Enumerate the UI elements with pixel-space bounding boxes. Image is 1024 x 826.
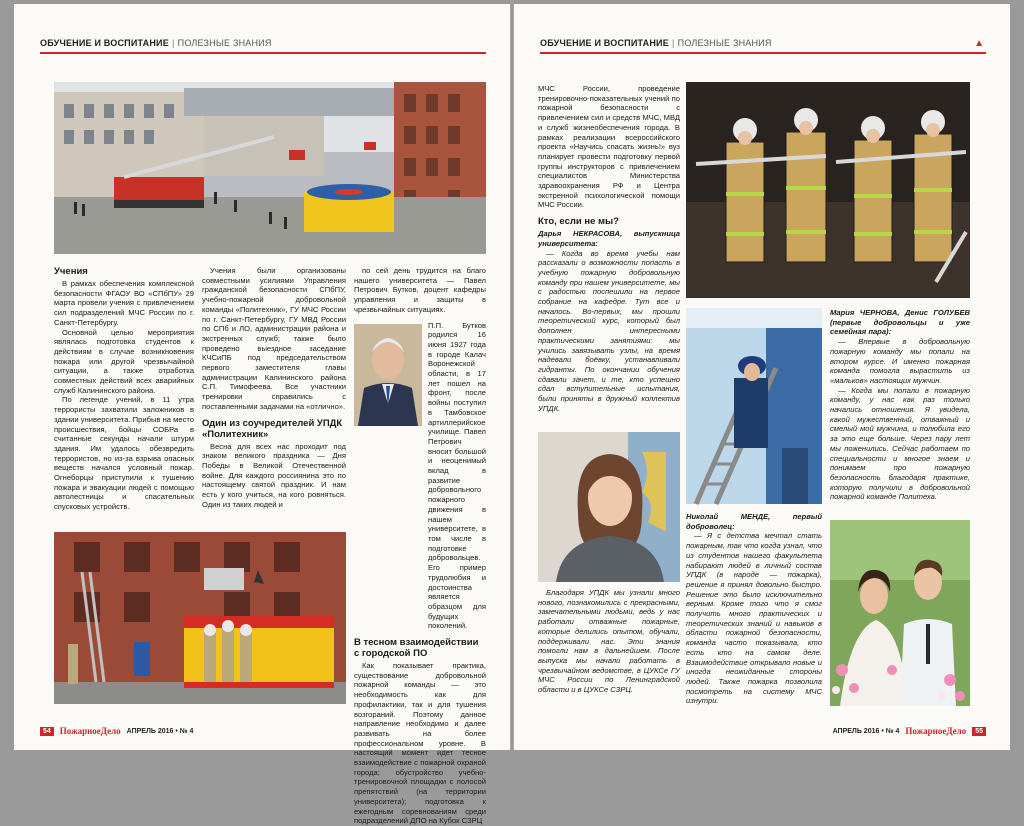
left-col-3 <box>354 266 486 826</box>
author-line: Мария ЧЕРНОВА, Денис ГОЛУБЕВ (первые добровольцы и уже семейная пара): <box>830 308 970 337</box>
header-separator: | <box>671 38 675 48</box>
paragraph: П.П. Бутков родился 16 июня 1927 года в городе Калач Воронежской области, в 17 лет пошел на фронт, после войны поступил в Тамбовское артиллерийское училище. Павел Петрович вносит большой и неоценимый вклад в развитие добровольного пожарного движения в нашем университете, в том числе в подготовке добровольцев. Его пример трудолюбия и достоинства является образцом для будущих поколений. <box>428 320 486 631</box>
paragraph: Благодаря УПДК мы узнали много нового, познакомились с прекрасными, замечательными людьми, ведь у нас работали отважные пожарные, которые делились опытом, обучали, поддерживали нас. Эти знания помогли нам в дальнейшем. После выпуска мы начали работать в чрезвычайном ведомстве, в ЦУКСе ГУ МЧС России по Ленинградской области и в ЦУКСе СЗРЦ. <box>538 588 680 695</box>
heading-who-if-not-us: Кто, если не мы? <box>538 216 619 228</box>
page-number: 55 <box>972 727 986 736</box>
page-number: 54 <box>40 727 54 736</box>
wedding-couple-image <box>830 520 970 706</box>
firefighters-group-photo <box>686 82 970 298</box>
drill-courtyard-image <box>54 82 486 254</box>
paragraph: МЧС России, проведение тренировочно-показательных учений по пожарной безопасности с привлечением сил и средств МЧС, МВД и служб жизнеобеспечения города. В рамках реализации всероссийского проекта «Научись спасать жизнь!» вуз планирует провести подготовку первой группы инструкторов с привлечением специалистов Министерства здравоохранения РФ и Центра экстренной психологической помощи МЧС России. <box>538 84 680 210</box>
author-line: Николай МЕНДЕ, первый доброволец: <box>686 512 822 531</box>
right-page <box>514 4 1010 750</box>
right-col-1 <box>538 84 680 414</box>
author-line: Дарья НЕКРАСОВА, выпускница университета: <box>538 229 680 248</box>
right-col-1-lower <box>538 588 680 695</box>
magazine-logo: ПожарноеДело <box>905 726 967 736</box>
subsection-title: ПОЛЕЗНЫЕ ЗНАНИЯ <box>177 38 272 48</box>
issue-label: АПРЕЛЬ 2016 • № 4 <box>832 727 900 735</box>
heading-cofounder: Один из соучредителей УПДК «Политехник» <box>202 417 343 440</box>
quote: — Впервые в добровольную пожарную команду мы попали на втором курсе. И именно пожарная команда помогла вырастить из «мальков» настоящих мужчин. <box>830 337 970 385</box>
header-rule <box>540 52 986 54</box>
left-footer <box>40 726 193 736</box>
left-col-1 <box>54 266 194 512</box>
header-rule <box>40 52 486 54</box>
magazine-logo: ПожарноеДело <box>59 726 121 736</box>
rescue-cushion-photo <box>54 532 346 704</box>
paragraph: Учения были организованы совместными усилиями Управления гражданской безопасности СПбПУ, учебно-пожарной добровольной команды «Политехник», ГУ МЧС России по г. Санкт-Петербургу, ГУ МВД России по СПб и ЛО, администрации района и экстренных служб; также было проведено выездное заседание КЧСиПБ под председательством первого заместителя главы администрации Калининского района С.П. Тимофеева. Все участники тренировки справились с поставленными задачами на «отлично». <box>202 266 346 411</box>
quote: — Когда мы попали в пожарную команду, у нас как раз только начались отношения. Я увидела, какой мужественный, отважный и смелый мой мужчина, и полюбила его за это еще больше. Через пару лет мы поженились. Сейчас работаем по специальности и многое знаем и понимаем про пожарную безопасность благодаря практике, которую получили в добровольной пожарной команде Политеха. <box>830 385 970 502</box>
nekrasova-portrait-image <box>538 432 680 582</box>
firefighters-group-image <box>686 82 970 298</box>
drill-courtyard-photo <box>54 82 486 254</box>
left-page <box>14 4 510 826</box>
right-col-3 <box>830 308 970 502</box>
section-title: ОБУЧЕНИЕ И ВОСПИТАНИЕ <box>40 38 169 48</box>
nekrasova-portrait-photo <box>538 432 680 582</box>
right-footer <box>833 726 986 736</box>
issue-label: АПРЕЛЬ 2016 • № 4 <box>126 727 194 735</box>
left-col-2 <box>202 266 346 509</box>
paragraph: В рамках обеспечения комплексной безопасности ФГАОУ ВО «СПбПУ» 29 марта провели учения с привлечением сил подразделений МЧС России по г. Санкт-Петербургу. <box>54 279 194 327</box>
paragraph: по сей день трудится на благо нашего университета — Павел Петрович Бутков, доцент кафедры управления и защиты в чрезвычайных ситуациях. <box>354 266 486 314</box>
heading-interaction: В тесном взаимодействии с городской ПО <box>354 637 479 660</box>
paragraph: По легенде учений, в 11 утра террористы захватили заложников в здании университета. Прибыв на место происшествия, бойцы СОБРа в считанные секунды начали штурм здания. Им удалось обезвредить террористов, но из-за взрыва опасных веществ начался условный пожар. Огнеборцы приступили к тушению пожара и эвакуации людей с помощью автолестницы и спасательных спусковых устройств. <box>54 395 194 512</box>
section-title: ОБУЧЕНИЕ И ВОСПИТАНИЕ <box>540 38 669 48</box>
ladder-rescue-photo <box>686 308 822 504</box>
right-col-2 <box>686 512 822 706</box>
quote: — Когда во время учебы нам рассказали о возможности попасть в учебную пожарную добровольную команду при нашем университете, мы с радостью поспешили на первое собрание на кафедре. Тут все и началось. Во-первых, мы прошли теоретический курс, который был дополнен интересными практическими занятиями: мы учились завязывать узлы, на время надевали боёвку, устанавливали гидранты. По окончании обучения сдавали зачет, и те, кто успешно сдал вступительные испытания, были приняты в дружный коллектив УПДК. <box>538 248 680 413</box>
header-separator: | <box>171 38 175 48</box>
ladder-rescue-image <box>686 308 822 504</box>
paragraph: Как показывает практика, существование добровольной пожарной команды — это необходимость как для профилактики, так и для тушения возгораний. Поэтому данное направление необходимо и далее развивать на более профессиональном уровне. В настоящий момент идет тесное взаимодействие с пожарной охраной города; обустройство учебно-тренировочной площадки с полосой препятствий (на территории университета); подготовка к ежегодным соревнованиям среди подразделений ДПО на Кубок СЗРЦ <box>354 661 486 826</box>
subsection-title: ПОЛЕЗНЫЕ ЗНАНИЯ <box>677 38 772 48</box>
paragraph: Основной целью мероприятия являлась подготовка студентов к действиям в случае возникновения пожара или другой чрезвычайной ситуации, а также отработка совместных действий всех аварийных служб Калининского района. <box>54 327 194 395</box>
rescue-cushion-image <box>54 532 346 704</box>
paragraph: Весна для всех нас проходит под знаком великого праздника — Дня Победы в Великой Отечественной войне. Для каждого россиянина это по настоящему святой праздник. И нам есть у кого учиться, на кого ровняться. Один из таких людей и <box>202 441 346 509</box>
flame-icon: ▲ <box>974 38 984 49</box>
quote: — Я с детства мечтал стать пожарным, так что когда узнал, что из студентов нашего факультета набирают людей в личный состав УПДК (в народе — пожарка), решение я принял довольно быстро. Решение это было исключительно верным. Кроме того что я смог получить много практических и теоретических знаний и навыков в области пожарной безопасности, команда часто показывала, кто есть кто на самом деле. Взаимодействие открывало новые и иногда неожиданные стороны людей. Также пожарка позволила посмотреть на систему МЧС изнутри. <box>686 531 822 706</box>
heading-drills: Учения <box>54 266 88 277</box>
wedding-couple-photo <box>830 520 970 706</box>
